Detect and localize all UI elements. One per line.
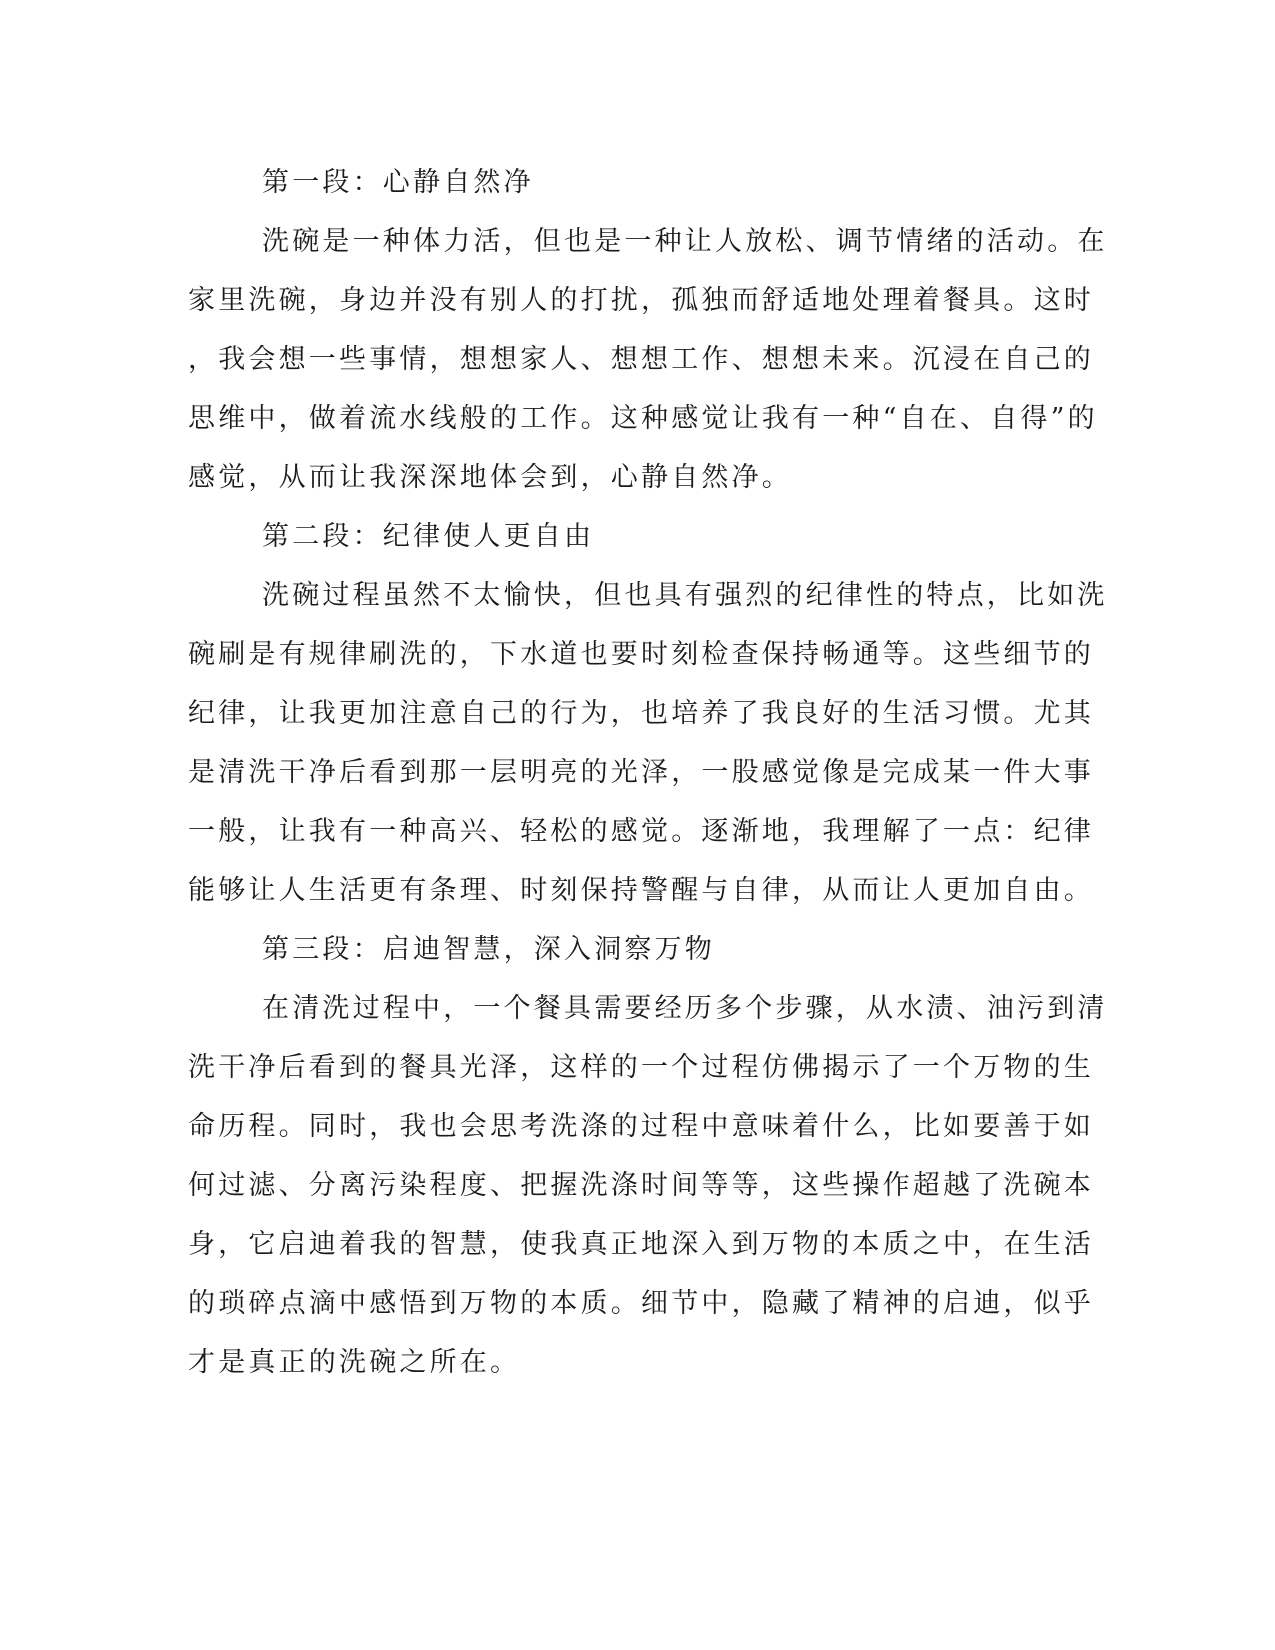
paragraph-line: 何过滤、分离污染程度、把握洗涤时间等等，这些操作超越了洗碗本 [188,1170,1094,1201]
section-heading: 第一段：心静自然净 [262,167,534,198]
paragraph-line: 思维中，做着流水线般的工作。这种感觉让我有一种“自在、自得”的 [188,403,1098,434]
paragraph-line: ，我会想一些事情，想想家人、想想工作、想想未来。沉浸在自己的 [188,344,1094,375]
section-heading: 第二段：纪律使人更自由 [262,521,595,552]
paragraph-line: 洗碗过程虽然不太愉快，但也具有强烈的纪律性的特点，比如洗 [262,580,1108,611]
paragraph-line: 感觉，从而让我深深地体会到，心静自然净。 [188,462,792,493]
paragraph-line: 在清洗过程中，一个餐具需要经历多个步骤，从水渍、油污到清 [262,993,1108,1024]
paragraph-line: 能够让人生活更有条理、时刻保持警醒与自律，从而让人更加自由。 [188,875,1094,906]
paragraph-line: 是清洗干净后看到那一层明亮的光泽，一股感觉像是完成某一件大事 [188,757,1094,788]
paragraph-line: 一般，让我有一种高兴、轻松的感觉。逐渐地，我理解了一点：纪律 [188,816,1094,847]
paragraph-line: 洗碗是一种体力活，但也是一种让人放松、调节情绪的活动。在 [262,226,1108,257]
paragraph-line: 纪律，让我更加注意自己的行为，也培养了我良好的生活习惯。尤其 [188,698,1094,729]
paragraph-line: 洗干净后看到的餐具光泽，这样的一个过程仿佛揭示了一个万物的生 [188,1052,1094,1083]
paragraph-line: 身，它启迪着我的智慧，使我真正地深入到万物的本质之中，在生活 [188,1229,1094,1260]
section-heading: 第三段：启迪智慧，深入洞察万物 [262,934,715,965]
paragraph-line: 才是真正的洗碗之所在。 [188,1347,521,1378]
paragraph-line: 的琐碎点滴中感悟到万物的本质。细节中，隐藏了精神的启迪，似乎 [188,1288,1094,1319]
paragraph-line: 碗刷是有规律刷洗的，下水道也要时刻检查保持畅通等。这些细节的 [188,639,1094,670]
paragraph-line: 家里洗碗，身边并没有别人的打扰，孤独而舒适地处理着餐具。这时 [188,285,1094,316]
paragraph-line: 命历程。同时，我也会思考洗涤的过程中意味着什么，比如要善于如 [188,1111,1094,1142]
